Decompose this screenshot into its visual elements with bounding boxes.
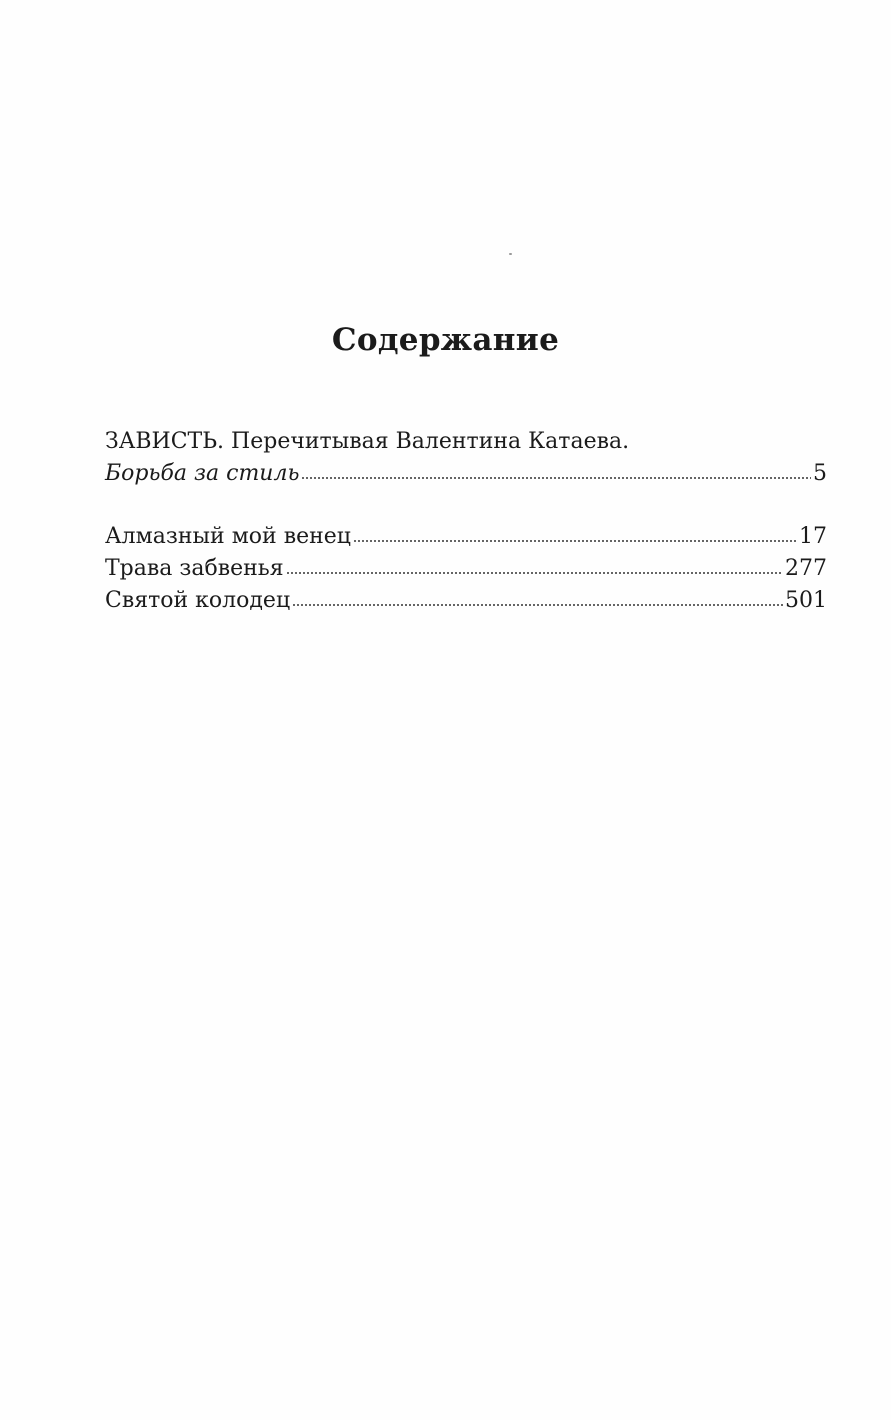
toc-page-number: 17: [799, 524, 827, 549]
toc-entry: [105, 426, 827, 490]
dot-leader: [301, 477, 811, 479]
toc-entry-title: Алмазный мой венец: [105, 524, 351, 549]
toc-entry-title: Трава забвенья: [105, 556, 284, 581]
toc-list: [105, 521, 827, 617]
toc-entry-heading: ЗАВИСТЬ. Перечитывая Валентина Катаева.: [105, 429, 630, 454]
print-speck: [509, 253, 512, 255]
toc-line: [105, 553, 827, 585]
toc-line: [105, 458, 827, 490]
toc-entry-title: Святой колодец: [105, 588, 291, 613]
toc-line: [105, 521, 827, 553]
toc-page-number: 501: [785, 588, 827, 613]
toc-page-number: 5: [813, 461, 827, 486]
dot-leader: [353, 540, 797, 542]
dot-leader: [292, 604, 783, 606]
toc-entry-title: Борьба за стиль: [105, 461, 300, 486]
page-title: Содержание: [331, 322, 560, 358]
toc-line: [105, 585, 827, 617]
dot-leader: [286, 572, 783, 574]
toc-page-number: 277: [785, 556, 827, 581]
